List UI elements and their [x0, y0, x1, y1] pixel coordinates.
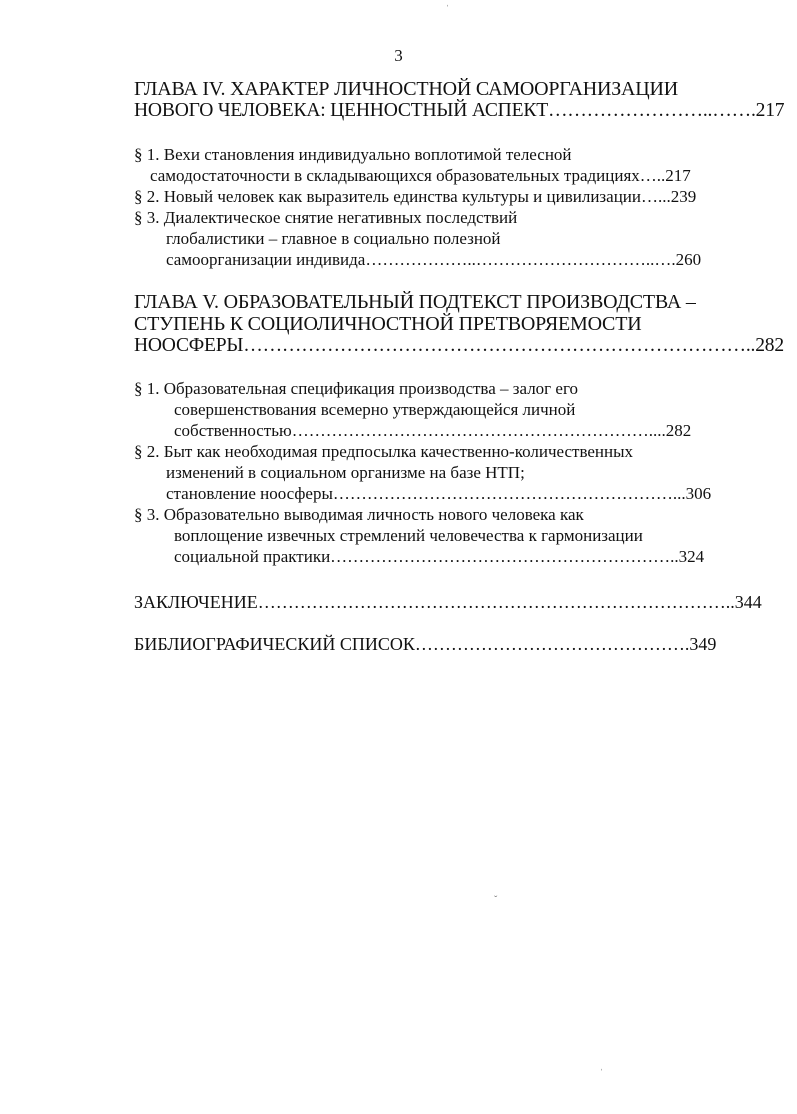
- chapter-4-title-line-2: НОВОГО ЧЕЛОВЕКА: ЦЕННОСТНЫЙ АСПЕКТ……………………..…….217: [134, 100, 785, 121]
- ch4-section-3-line-2: глобалистики – главное в социально полезной: [166, 229, 501, 248]
- chapter-4-title-line-1: ГЛАВА IV. ХАРАКТЕР ЛИЧНОСТНОЙ САМООРГАНИЗАЦИИ: [134, 78, 679, 100]
- ch5-section-2-line-3: становление ноосферы……………………………………………………...306: [166, 484, 712, 503]
- ch5-section-1-line-2: совершенствования всемерно утверждающейся личной: [174, 400, 576, 419]
- ch4-section-3-line-1: § 3. Диалектическое снятие негативных последствий: [134, 208, 518, 227]
- ch5-section-3-line-3: социальной практики……………………………………………………..324: [174, 547, 705, 566]
- page-number: 3: [394, 46, 403, 65]
- bibliography-entry: БИБЛИОГРАФИЧЕСКИЙ СПИСОК……………………………………….349: [134, 634, 717, 654]
- scan-speck: ˈ: [600, 1068, 604, 1079]
- chapter-5-title-line-2: СТУПЕНЬ К СОЦИОЛИЧНОСТНОЙ ПРЕТВОРЯЕМОСТИ: [134, 313, 642, 335]
- conclusion-entry: ЗАКЛЮЧЕНИЕ……………………………………………………………………..344: [134, 592, 762, 612]
- scan-speck: ˇ: [494, 895, 498, 906]
- ch5-section-1-line-1: § 1. Образовательная спецификация производства – залог его: [134, 379, 578, 398]
- ch4-section-1-line-2: самодостаточности в складывающихся образовательных традициях…..217: [150, 166, 691, 185]
- chapter-5-title-line-1: ГЛАВА V. ОБРАЗОВАТЕЛЬНЫЙ ПОДТЕКСТ ПРОИЗВОДСТВА –: [134, 291, 696, 313]
- ch5-section-1-line-3: собственностью………………………………………………………....282: [174, 421, 692, 440]
- ch5-section-3-line-1: § 3. Образовательно выводимая личность нового человека как: [134, 505, 584, 524]
- scan-speck: ˈ: [446, 4, 450, 15]
- ch5-section-3-line-2: воплощение извечных стремлений человечества к гармонизации: [174, 526, 643, 545]
- ch4-section-2-line-1: § 2. Новый человек как выразитель единства культуры и цивилизации…...239: [134, 187, 697, 206]
- ch5-section-2-line-1: § 2. Быт как необходимая предпосылка качественно-количественных: [134, 442, 634, 461]
- chapter-5-title-line-3: НООСФЕРЫ……………………………………………………………………..282: [134, 335, 784, 356]
- ch4-section-3-line-3: самоорганизации индивида………………..…………………………..….260: [166, 250, 702, 269]
- ch4-section-1-line-1: § 1. Вехи становления индивидуально воплотимой телесной: [134, 145, 572, 164]
- ch5-section-2-line-2: изменений в социальном организме на базе НТП;: [166, 463, 525, 482]
